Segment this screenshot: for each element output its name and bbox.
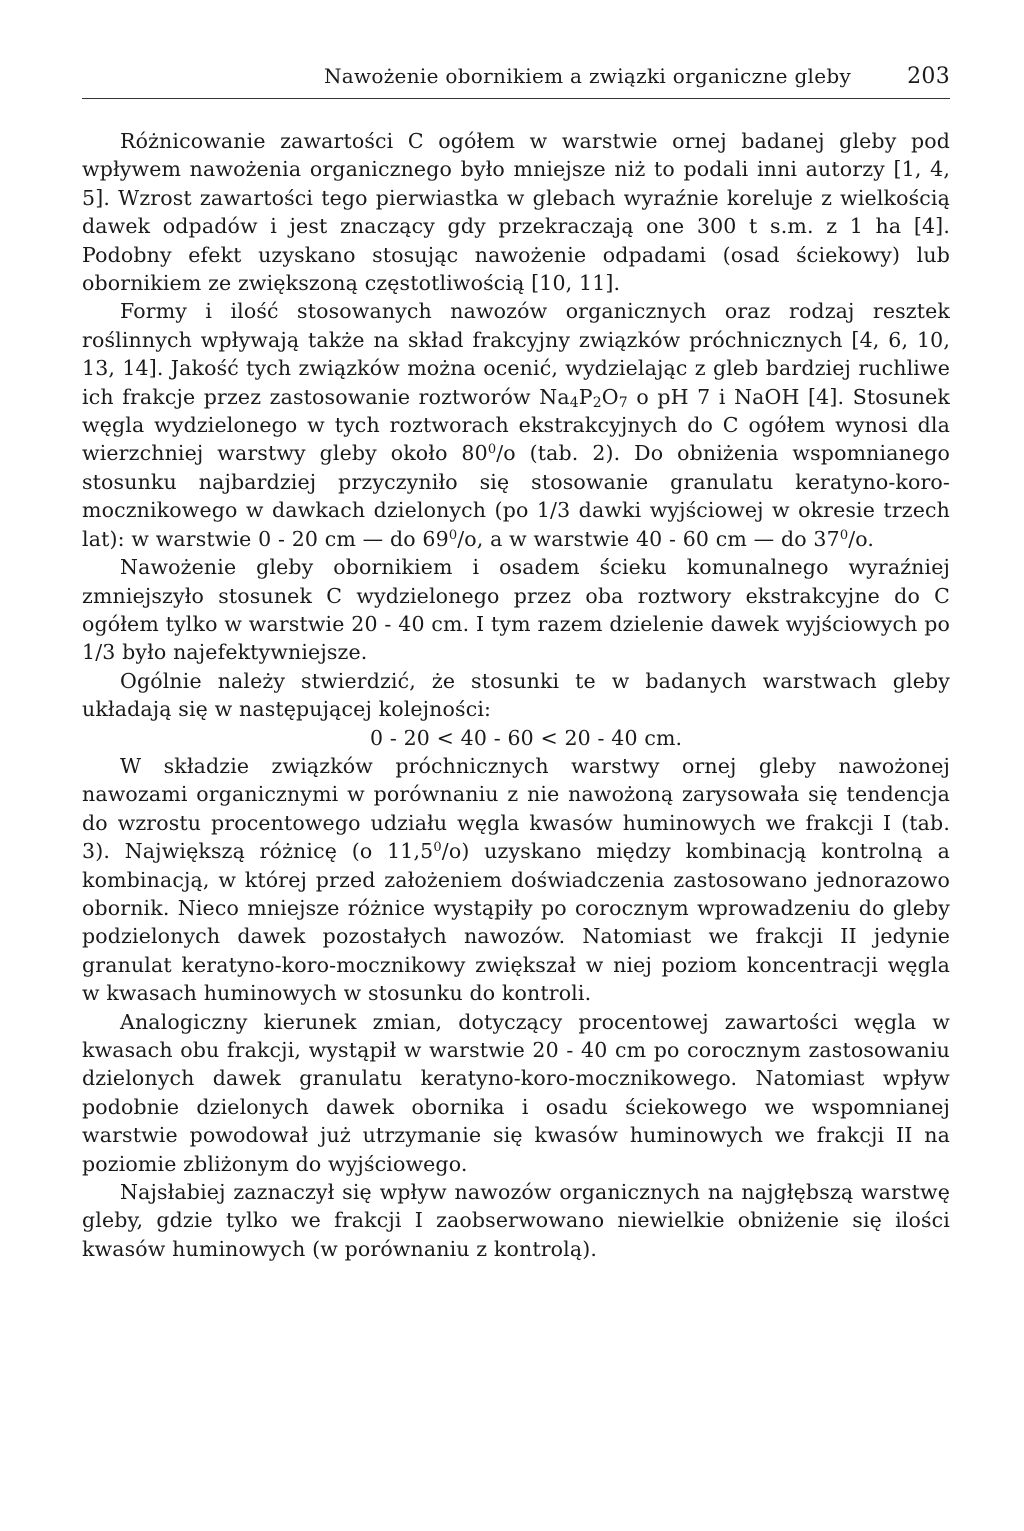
paragraph-1: Różnicowanie zawartości C ogółem w warstwie ornej badanej gleby pod wpływem nawożenia organicznego było mniejsze niż to podali inni autorzy [1, 4, 5]. Wzrost zawartości tego pierwiastka w glebach wyraźnie koreluje z wielkością dawek odpadów i jest znaczący gdy przekraczają one 300 t s.m. z 1 ha [4]. Podobny efekt uzyskano stosując nawożenie odpadami (osad ściekowy) lub obornikiem ze zwiększoną częstotliwością [10, 11]. [82,129,950,296]
paragraph-6: Analogiczny kierunek zmian, dotyczący procentowej zawartości węgla w kwasach obu frakcji, wystąpił w warstwie 20 - 40 cm po corocznym zastosowaniu dzielonych dawek granulatu keratyno-koro-mocznikowego. Natomiast wpływ podobnie dzielonych dawek obornika i osadu ściekowego we wspomnianej warstwie powodował już utrzymanie się kwasów huminowych we frakcji II na poziomie zbliżonym do wyjściowego. [82,1009,950,1176]
subscript: 2 [592,394,602,411]
running-title: Nawożenie obornikiem a związki organiczne gleby [323,64,852,88]
paragraph-2 [82,297,950,553]
text-span: /o, a w warstwie 40 - 60 cm — do 37 [457,526,840,551]
superscript: 0 [448,527,458,543]
formula-line: 0 - 20 < 40 - 60 < 20 - 40 cm. [370,725,683,750]
paragraph-7: Najsłabiej zaznaczył się wpływ nawozów organicznych na najgłębszą warstwę gleby, gdzie tylko we frakcji I zaobserwowano niewielkie obniżenie się ilości kwasów huminowych (w porównaniu z kontrolą). [82,1180,950,1261]
paragraph-3: Nawożenie gleby obornikiem i osadem ścieku komunalnego wyraźniej zmniejszyło stosunek C wydzielonego przez oba roztwory ekstrakcyjne do C ogółem tylko w warstwie 20 - 40 cm. I tym razem dzielenie dawek wyjściowych po 1/3 było najefektywniejsze. [82,555,950,665]
running-header [82,64,950,92]
subscript: 4 [569,394,579,411]
text-span: /o (tab. 2). Do obniżenia wspomnianego stosunku najbardziej przyczyniło się stosowanie granulatu keratyno-koro-mocznikowego w dawkach dzielonych (po 1/3 dawki wyjściowej w okresie trzech lat): w warstwie 0 - 20 cm — do 69 [82,441,950,551]
header-rule [82,98,950,99]
text-span: o pH 7 i NaOH [4]. Stosunek węgla wydzielonego w tych roztworach ekstrakcyjnych do C ogółem wynosi dla wierzchniej warstwy gleby około 80 [82,384,950,466]
superscript: 0 [433,840,442,856]
paragraph-4: Ogólnie należy stwierdzić, że stosunki te w badanych warstwach gleby układają się w następującej kolejności: [82,668,950,722]
superscript: 0 [839,527,849,543]
text-span: W składzie związków próchnicznych warstwy ornej gleby nawożonej nawozami organicznymi w porównaniu z nie nawożoną zarysowała się tendencja do wzrostu procentowego udziału węgla kwasów huminowych we frakcji I (tab. 3). Największą różnicę (o 11,5 [82,753,950,864]
text-span: /o. [848,526,875,551]
page-number: 203 [907,64,950,89]
text-span: /o) uzyskano między kombinacją kontrolną a kombinacją, w której przed założeniem doświadczenia zastosowano jednorazowo obornik. Nieco mniejsze różnice wystąpiły po corocznym wprowadzeniu do gleby podzielonych dawek pozostałych nawozów. Natomiast we frakcji II jedynie granulat keratyno-koro-mocznikowy zwiększał w niej poziom koncentracji węgla w kwasach huminowych w stosunku do kontroli. [82,839,950,1006]
text-span: P [578,384,593,409]
subscript: 7 [618,394,628,411]
text-span: O [601,384,619,409]
superscript: 0 [487,442,497,458]
text-span: Formy i ilość stosowanych nawozów organicznych oraz rodzaj resztek roślinnych wpływają także na skład frakcyjny związków próchnicznych [4, 6, 10, 13, 14]. Jakość tych związków można ocenić, wydzielając z gleb bardziej ruchliwe ich frakcje przez zastosowanie roztworów Na [82,299,950,409]
body-text [82,127,950,1263]
paragraph-5 [82,752,950,1008]
